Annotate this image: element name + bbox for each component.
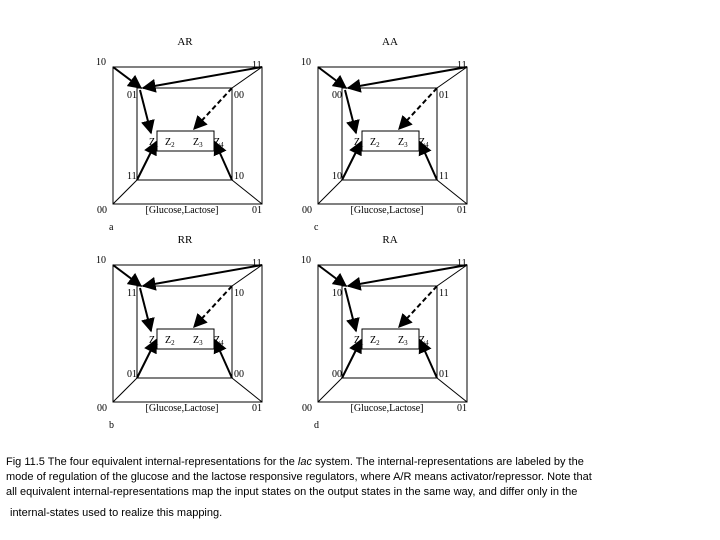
corner-label: 01 bbox=[252, 205, 262, 216]
arrow bbox=[143, 67, 262, 88]
corner-label: 10 bbox=[96, 255, 106, 266]
corner-label: 01 bbox=[457, 403, 467, 414]
dashed-arrow bbox=[399, 286, 437, 327]
caption-line-1 bbox=[6, 455, 706, 470]
caption-text: system. The internal-representations are labeled by the bbox=[311, 456, 584, 468]
inner-corner-label: 00 bbox=[234, 369, 244, 380]
state-label: $Z_3$ bbox=[398, 335, 408, 347]
axis-label: [Glucose,Lactose] bbox=[350, 205, 424, 216]
corner-label: 01 bbox=[252, 403, 262, 414]
corner-label: 11 bbox=[252, 60, 262, 71]
corner-line bbox=[318, 378, 342, 402]
corner-label: 10 bbox=[96, 57, 106, 68]
corner-label: 00 bbox=[302, 205, 312, 216]
state-label: $Z_3$ bbox=[398, 137, 408, 149]
dashed-arrow bbox=[194, 88, 232, 129]
inner-corner-label: 10 bbox=[234, 171, 244, 182]
axis-label: [Glucose,Lactose] bbox=[145, 205, 219, 216]
arrow bbox=[318, 67, 346, 88]
inner-corner-label: 10 bbox=[332, 288, 342, 299]
axis-label: [Glucose,Lactose] bbox=[145, 403, 219, 414]
corner-line bbox=[437, 180, 467, 204]
arrow bbox=[140, 288, 151, 331]
corner-line bbox=[232, 180, 262, 204]
caption-line-4: internal-states used to realize this mapping. bbox=[10, 507, 223, 519]
caption-italic-text: lac bbox=[297, 456, 312, 468]
figure-caption bbox=[6, 455, 706, 521]
corner-label: 01 bbox=[457, 205, 467, 216]
corner-label: 11 bbox=[252, 258, 262, 269]
inner-corner-label: 01 bbox=[439, 369, 449, 380]
middle-square bbox=[137, 286, 232, 378]
panel-ra bbox=[301, 234, 467, 431]
axis-label: [Glucose,Lactose] bbox=[350, 403, 424, 414]
middle-square bbox=[342, 286, 437, 378]
state-label: $Z_4$ bbox=[419, 335, 429, 347]
corner-label: 00 bbox=[302, 403, 312, 414]
corner-label: 11 bbox=[457, 60, 467, 71]
inner-corner-label: 00 bbox=[332, 90, 342, 101]
inner-corner-label: 00 bbox=[332, 369, 342, 380]
state-label: $Z_1$ bbox=[149, 335, 159, 347]
arrow bbox=[113, 67, 141, 88]
state-label: $Z_2$ bbox=[165, 335, 175, 347]
panel-title: AA bbox=[382, 36, 398, 48]
state-label: $Z_4$ bbox=[214, 335, 224, 347]
arrow bbox=[318, 265, 346, 286]
state-label: $Z_2$ bbox=[370, 335, 380, 347]
panel-letter: b bbox=[109, 420, 114, 431]
panel-aa bbox=[301, 36, 467, 233]
inner-corner-label: 11 bbox=[439, 171, 449, 182]
arrow bbox=[348, 265, 467, 286]
middle-square bbox=[342, 88, 437, 180]
inner-corner-label: 00 bbox=[234, 90, 244, 101]
inner-corner-label: 10 bbox=[332, 171, 342, 182]
middle-square bbox=[137, 88, 232, 180]
caption-line-3: all equivalent internal-representations map the input states on the output states in the same way, and differ only in the bbox=[6, 486, 578, 498]
panel-letter: a bbox=[109, 222, 114, 233]
panel-letter: d bbox=[314, 420, 319, 431]
dashed-arrow bbox=[399, 88, 437, 129]
state-label: $Z_1$ bbox=[354, 137, 364, 149]
panel-letter: c bbox=[314, 222, 319, 233]
corner-line bbox=[318, 180, 342, 204]
inner-corner-label: 01 bbox=[127, 90, 137, 101]
corner-label: 10 bbox=[301, 255, 311, 266]
inner-corner-label: 10 bbox=[234, 288, 244, 299]
arrow bbox=[345, 90, 356, 133]
state-label: $Z_2$ bbox=[370, 137, 380, 149]
panel-title: RA bbox=[382, 234, 398, 246]
state-label: $Z_4$ bbox=[419, 137, 429, 149]
inner-corner-label: 11 bbox=[127, 288, 137, 299]
arrow bbox=[143, 265, 262, 286]
state-label: $Z_1$ bbox=[149, 137, 159, 149]
inner-corner-label: 01 bbox=[127, 369, 137, 380]
state-label: $Z_3$ bbox=[193, 335, 203, 347]
corner-label: 11 bbox=[457, 258, 467, 269]
corner-line bbox=[232, 378, 262, 402]
panel-rr bbox=[96, 234, 262, 431]
corner-label: 00 bbox=[97, 403, 107, 414]
state-label: $Z_4$ bbox=[214, 137, 224, 149]
inner-corner-label: 01 bbox=[439, 90, 449, 101]
arrow bbox=[113, 265, 141, 286]
inner-corner-label: 11 bbox=[127, 171, 137, 182]
panel-ar bbox=[96, 36, 262, 233]
corner-label: 00 bbox=[97, 205, 107, 216]
corner-line bbox=[113, 180, 137, 204]
panel-title: AR bbox=[177, 36, 193, 48]
arrow bbox=[345, 288, 356, 331]
dashed-arrow bbox=[194, 286, 232, 327]
state-label: $Z_1$ bbox=[354, 335, 364, 347]
caption-text: Fig 11.5 The four equivalent internal-representations for the bbox=[6, 456, 298, 468]
corner-line bbox=[437, 378, 467, 402]
state-label: $Z_2$ bbox=[165, 137, 175, 149]
panel-title: RR bbox=[177, 234, 193, 246]
arrow bbox=[348, 67, 467, 88]
arrow bbox=[140, 90, 151, 133]
caption-line-2: mode of regulation of the glucose and the lactose responsive regulators, where A/R means activator/repressor. Note that bbox=[6, 471, 592, 483]
corner-label: 10 bbox=[301, 57, 311, 68]
corner-line bbox=[113, 378, 137, 402]
state-label: $Z_3$ bbox=[193, 137, 203, 149]
inner-corner-label: 11 bbox=[439, 288, 449, 299]
